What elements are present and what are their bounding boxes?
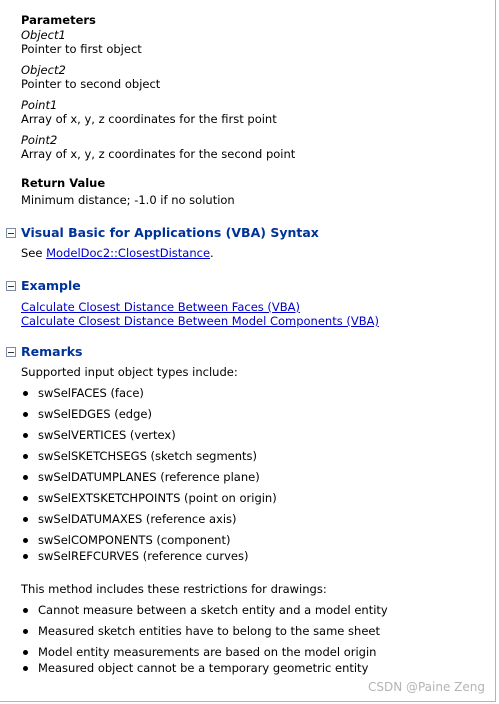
see-suffix: .	[210, 246, 214, 260]
param-point1	[21, 98, 489, 126]
list-item: Measured sketch entities have to belong to the same sheet	[21, 624, 489, 638]
list-item: swSelDATUMAXES (reference axis)	[21, 512, 489, 526]
param-name: Point2	[21, 133, 58, 147]
example-link-faces[interactable]: Calculate Closest Distance Between Faces (VBA)	[21, 300, 301, 314]
param-point2	[21, 133, 489, 161]
vba-syntax-heading: Visual Basic for Applications (VBA) Syntax	[21, 225, 319, 240]
param-desc: Pointer to second object	[21, 77, 161, 91]
list-item: swSelDATUMPLANES (reference plane)	[21, 470, 489, 484]
restrictions-list	[21, 603, 489, 675]
return-value-heading: Return Value	[21, 176, 106, 190]
list-item: swSelCOMPONENTS (component)	[21, 533, 489, 547]
watermark: CSDN @Paine Zeng	[367, 680, 485, 694]
list-item: swSelVERTICES (vertex)	[21, 428, 489, 442]
list-item: Cannot measure between a sketch entity and a model entity	[21, 603, 489, 617]
example-links	[21, 300, 489, 328]
param-name: Object2	[21, 63, 66, 77]
param-object2	[21, 63, 489, 91]
remarks-header[interactable]	[6, 344, 489, 360]
remarks-heading: Remarks	[21, 344, 83, 359]
param-object1	[21, 28, 489, 56]
parameters-heading: Parameters	[21, 13, 96, 27]
restrictions-intro: This method includes these restrictions for drawings:	[21, 582, 327, 596]
object-types-list	[21, 386, 489, 563]
list-item: swSelFACES (face)	[21, 386, 489, 400]
list-item: swSelEDGES (edge)	[21, 407, 489, 421]
collapse-toggle-icon[interactable]	[6, 228, 16, 238]
param-desc: Pointer to first object	[21, 42, 142, 56]
list-item: swSelSKETCHSEGS (sketch segments)	[21, 449, 489, 463]
vba-syntax-text	[21, 246, 489, 260]
remarks-intro: Supported input object types include:	[21, 365, 238, 379]
example-link-components[interactable]: Calculate Closest Distance Between Model Components (VBA)	[21, 314, 379, 328]
closest-distance-link[interactable]: ModelDoc2::ClosestDistance	[46, 246, 211, 260]
return-value-section	[21, 176, 489, 207]
vba-syntax-header[interactable]	[6, 225, 489, 241]
param-desc: Array of x, y, z coordinates for the second point	[21, 147, 296, 161]
collapse-toggle-icon[interactable]	[6, 347, 16, 357]
param-name: Object1	[21, 28, 66, 42]
list-item: swSelEXTSKETCHPOINTS (point on origin)	[21, 491, 489, 505]
collapse-toggle-icon[interactable]	[6, 281, 16, 291]
see-prefix: See	[21, 246, 47, 260]
list-item: swSelREFCURVES (reference curves)	[21, 549, 489, 563]
parameters-list	[21, 28, 489, 161]
example-heading: Example	[21, 278, 81, 293]
param-desc: Array of x, y, z coordinates for the first point	[21, 112, 277, 126]
list-item: Measured object cannot be a temporary geometric entity	[21, 661, 489, 675]
help-content	[21, 13, 489, 675]
example-header[interactable]	[6, 278, 489, 294]
param-name: Point1	[21, 98, 58, 112]
list-item: Model entity measurements are based on the model origin	[21, 645, 489, 659]
return-value-text: Minimum distance; -1.0 if no solution	[21, 193, 235, 207]
